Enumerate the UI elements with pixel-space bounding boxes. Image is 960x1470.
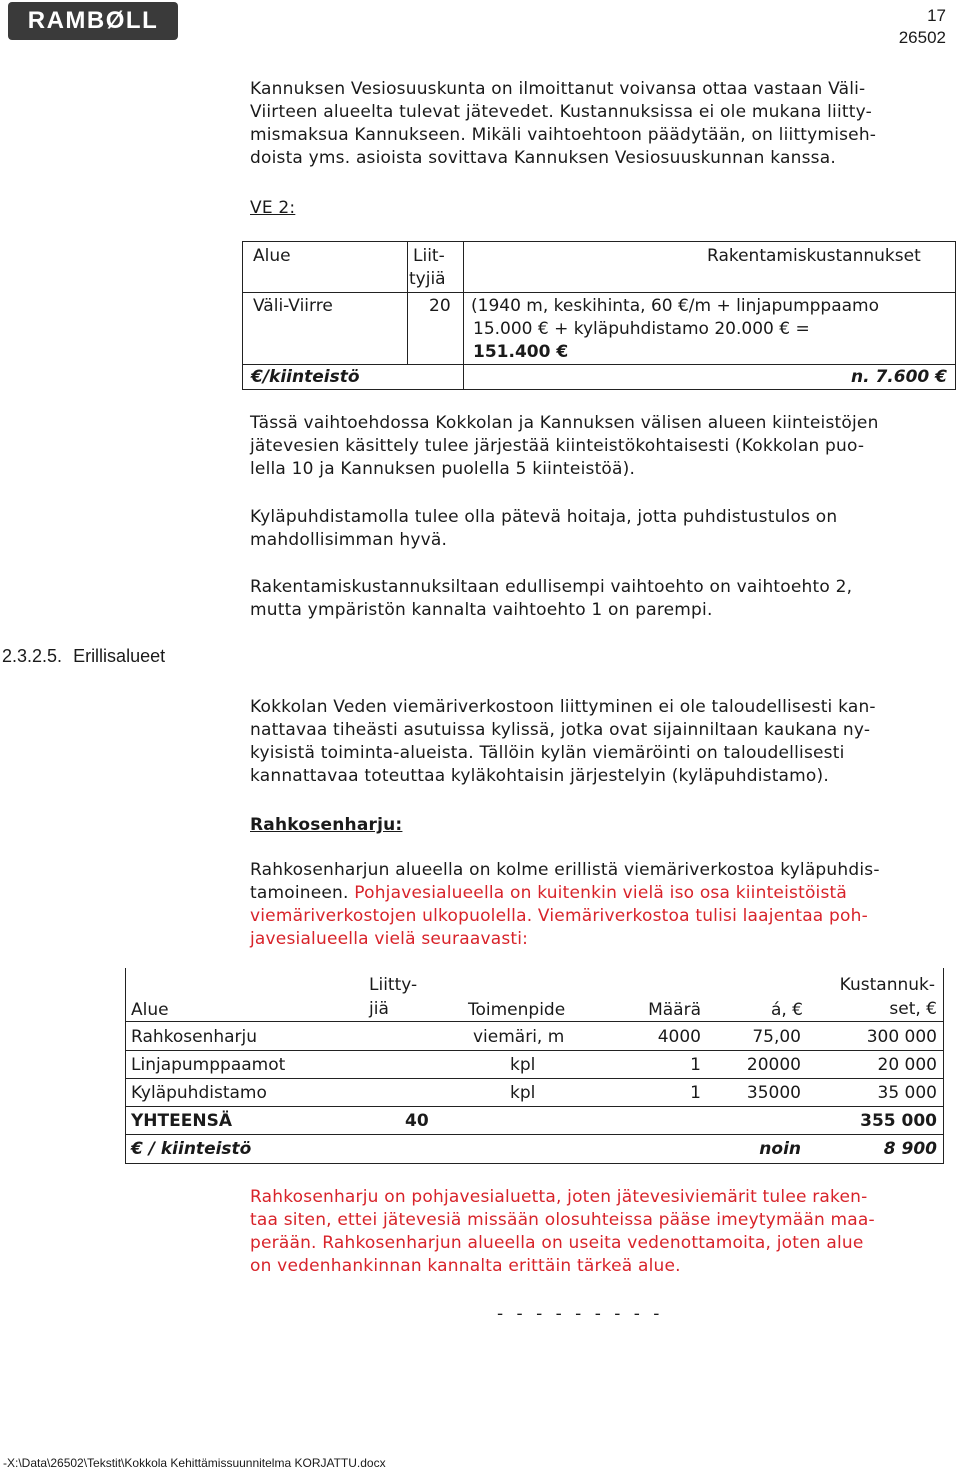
text-line: jätevesien käsittely tulee järjestää kiinteistökohtaisesti (Kokkolan puo- — [250, 436, 865, 456]
per-property-value: 8 900 — [883, 1139, 937, 1159]
document-number: 26502 — [898, 28, 946, 47]
cell-alue: Rahkosenharju — [131, 1027, 258, 1047]
table-rule — [125, 1134, 943, 1135]
text-segment-highlight: Pohjavesialueella on kuitenkin vielä iso osa kiinteistöistä — [354, 883, 848, 903]
cell-cost-line: (1940 m, keskihinta, 60 €/m + linjapumppaamo — [471, 296, 880, 316]
per-property-label: € / kiinteistö — [131, 1139, 252, 1159]
header-alue: Alue — [131, 1000, 169, 1020]
text-line: mahdollisimman hyvä. — [250, 530, 448, 550]
table-rule — [125, 1021, 943, 1022]
section-heading — [2, 646, 165, 667]
table-rule — [125, 1163, 943, 1164]
text-line: Viirteen alueelta tulevat jätevedet. Kustannuksissa ei ole mukana liitty- — [250, 102, 872, 122]
paragraph-kiinteistokohtainen — [250, 412, 948, 481]
table-rule — [463, 242, 464, 389]
page-number: 17 — [927, 6, 946, 25]
text-segment: tamoineen. — [250, 883, 349, 903]
cell-cost-total: 151.400 € — [473, 342, 569, 362]
header-liittyjia-2: jiä — [369, 999, 389, 1019]
cell-alue: Väli-Viirre — [253, 296, 333, 316]
text-line: Rakentamiskustannuksiltaan edullisempi vaihtoehto on vaihtoehto 2, — [250, 577, 853, 597]
paragraph-pohjavesialue — [250, 1186, 948, 1278]
cell-maara: 1 — [690, 1083, 701, 1103]
per-property-noin: noin — [759, 1139, 801, 1159]
end-dashes: - - - - - - - - - — [497, 1304, 664, 1324]
total-label: YHTEENSÄ — [131, 1111, 232, 1131]
table-rule — [125, 1050, 943, 1051]
header-liittyjia: Liitty- — [369, 975, 418, 995]
header-kustannukset-2: set, € — [889, 999, 937, 1019]
header-liittyjia: Liit- — [413, 246, 445, 266]
header-kustannukset: Kustannuk- — [839, 975, 935, 995]
header-alue: Alue — [253, 246, 291, 266]
cost-table-ve2 — [242, 241, 956, 390]
paragraph-kokkolan-vesi — [250, 696, 948, 788]
header-maara: Määrä — [648, 1000, 701, 1020]
rahkosenharju-heading: Rahkosenharju: — [250, 815, 403, 835]
text-line: Kokkolan Veden viemäriverkostoon liittyminen ei ole taloudellisesti kan- — [250, 697, 876, 717]
text-line: Kyläpuhdistamolla tulee olla pätevä hoitaja, jotta puhdistustulos on — [250, 507, 838, 527]
section-title: Erillisalueet — [73, 646, 166, 666]
text-line: Rahkosenharju on pohjavesialuetta, joten jätevesiviemärit tulee raken- — [250, 1187, 868, 1207]
cell-toimenpide: viemäri, m — [473, 1027, 565, 1047]
table-rule — [125, 968, 126, 1164]
paragraph-rahkosenharju — [250, 859, 948, 951]
per-property-value: n. 7.600 € — [851, 367, 947, 387]
text-line: Kannuksen Vesiosuuskunta on ilmoittanut voivansa ottaa vastaan Väli- — [250, 79, 866, 99]
text-line: kannattavaa toteuttaa kyläkohtaisin järjestelyin (kyläpuhdistamo). — [250, 766, 829, 786]
cell-toimenpide: kpl — [510, 1083, 536, 1103]
text-line: kyisistä toiminta-alueista. Tällöin kylän viemäröinti on taloudellisesti — [250, 743, 845, 763]
text-line: doista yms. asioista sovittava Kannuksen Vesiosuuskunnan kanssa. — [250, 148, 836, 168]
cell-kustannukset: 20 000 — [877, 1055, 937, 1075]
text-line: Rahkosenharjun alueella on kolme erillistä viemäriverkostoa kyläpuhdis- — [250, 860, 880, 880]
table-rule — [125, 1078, 943, 1079]
table-rule — [125, 1106, 943, 1107]
cost-table-rahkosenharju — [125, 968, 943, 1164]
table-rule — [243, 292, 955, 293]
cell-toimenpide: kpl — [510, 1055, 536, 1075]
ve2-heading: VE 2: — [250, 198, 296, 218]
footer-file-path: -X:\Data\26502\Tekstit\Kokkola Kehittämissuunnitelma KORJATTU.docx — [3, 1456, 386, 1470]
text-line: perään. Rahkosenharjun alueella on useita vedenottamoita, joten alue — [250, 1233, 864, 1253]
cell-kustannukset: 35 000 — [877, 1083, 937, 1103]
text-line: nattavaa tiheästi asutuissa kylissä, jotka ovat sijainniltaan kaukana ny- — [250, 720, 871, 740]
table-rule — [943, 968, 944, 1164]
paragraph-hoitaja — [250, 506, 948, 552]
text-line: taa siten, ettei jätevesiä missään olosuhteissa pääse imeytymään maa- — [250, 1210, 875, 1230]
text-line: lella 10 ja Kannuksen puolella 5 kiinteistöä). — [250, 459, 636, 479]
cell-maara: 1 — [690, 1055, 701, 1075]
cell-a-hinta: 20000 — [746, 1055, 801, 1075]
cell-kustannukset: 300 000 — [866, 1027, 937, 1047]
text-line: on vedenhankinnan kannalta erittäin tärkeä alue. — [250, 1256, 681, 1276]
total-liittyjia: 40 — [405, 1111, 429, 1131]
cell-liittyjia: 20 — [429, 296, 451, 316]
text-line: mutta ympäristön kannalta vaihtoehto 1 on parempi. — [250, 600, 713, 620]
header-liittyjia-2: tyjiä — [409, 269, 446, 289]
cell-maara: 4000 — [657, 1027, 701, 1047]
section-number: 2.3.2.5. — [2, 646, 63, 666]
ramboll-logo: RAMBØLL — [8, 2, 178, 40]
text-line-highlight: javesialueella vielä seuraavasti: — [250, 929, 529, 949]
header-kustannukset: Rakentamiskustannukset — [707, 246, 921, 266]
per-property-label: €/kiinteistö — [251, 367, 360, 387]
table-rule — [407, 242, 408, 364]
paragraph-vertailu — [250, 576, 948, 622]
cell-alue: Linjapumppaamot — [131, 1055, 286, 1075]
paragraph-vesiosuuskunta — [250, 78, 948, 170]
text-line-highlight: viemäriverkostojen ulkopuolella. Viemäriverkostoa tulisi laajentaa poh- — [250, 906, 868, 926]
cell-cost-line: 15.000 € + kyläpuhdistamo 20.000 € = — [473, 319, 810, 339]
cell-a-hinta: 35000 — [746, 1083, 801, 1103]
cell-alue: Kyläpuhdistamo — [131, 1083, 267, 1103]
header-a-hinta: á, € — [770, 1000, 803, 1020]
text-line — [250, 882, 948, 905]
text-line: Tässä vaihtoehdossa Kokkolan ja Kannuksen välisen alueen kiinteistöjen — [250, 413, 879, 433]
header-toimenpide: Toimenpide — [468, 1000, 566, 1020]
total-kustannukset: 355 000 — [860, 1111, 937, 1131]
cell-a-hinta: 75,00 — [752, 1027, 801, 1047]
table-rule — [243, 364, 955, 365]
text-line: mismaksua Kannukseen. Mikäli vaihtoehtoon päädytään, on liittymiseh- — [250, 125, 877, 145]
